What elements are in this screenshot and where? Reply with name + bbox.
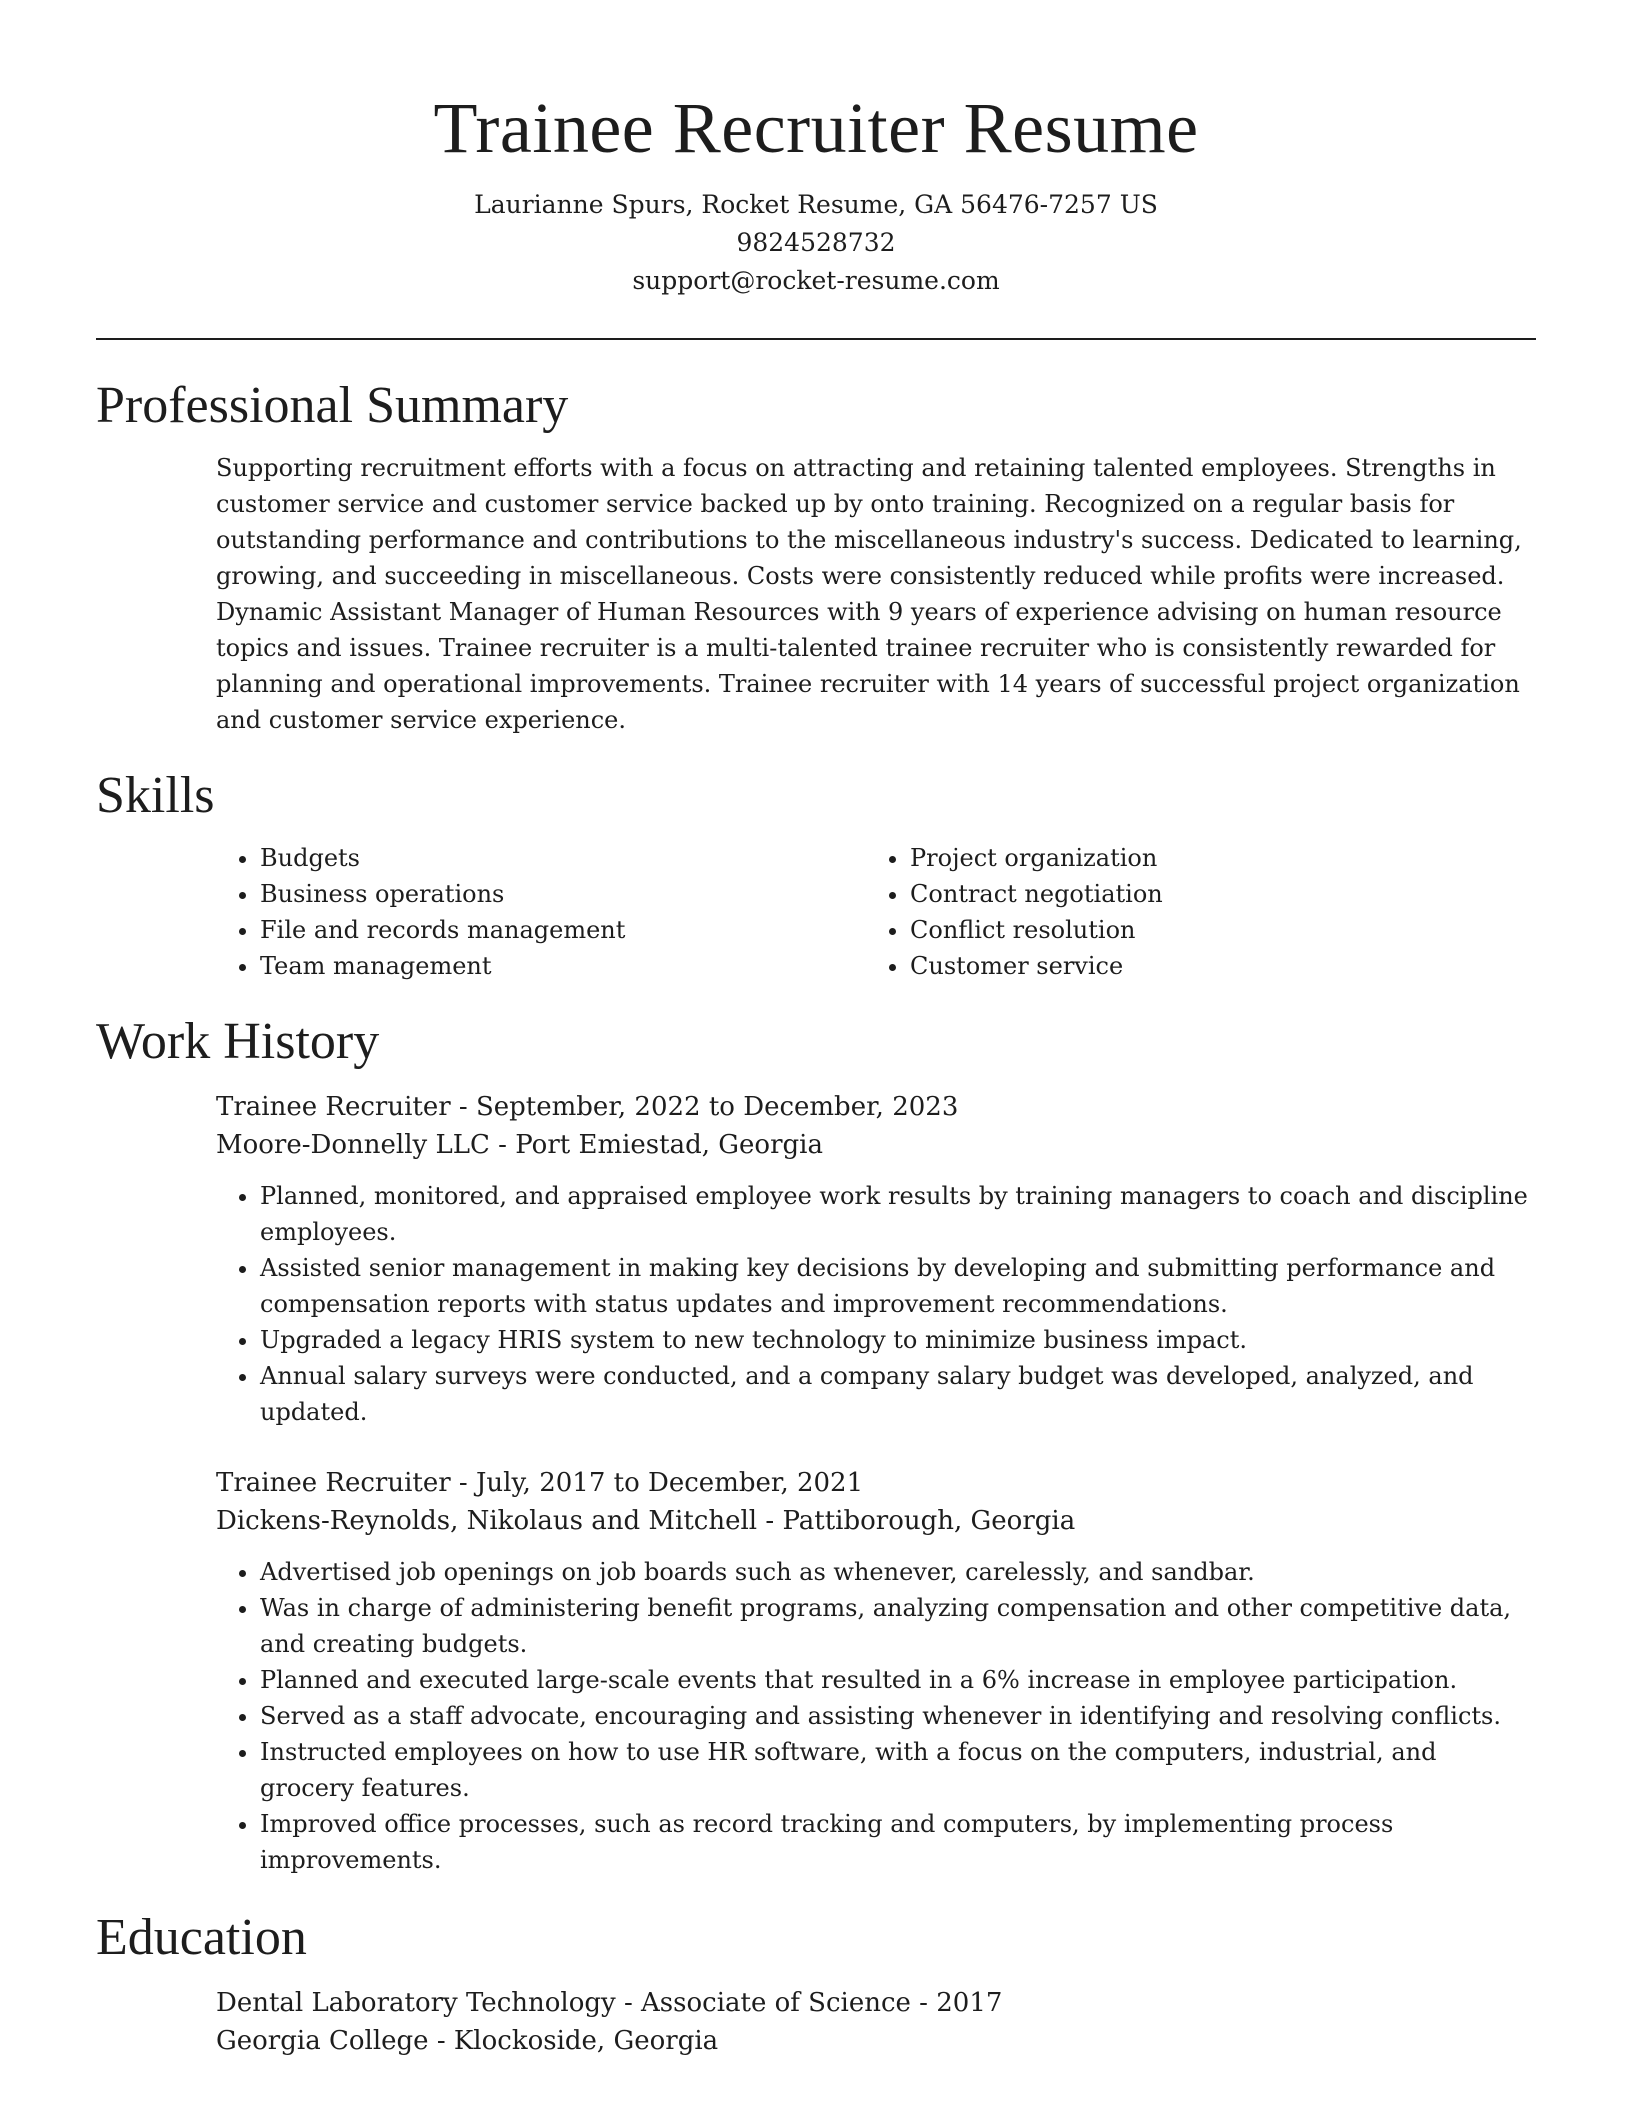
job-bullet: • Assisted senior management in making key decisions by developing and submitting performance and compensation reports with status updates and improvement recommendations.	[260, 1250, 1536, 1322]
skill-item: • Project organization	[910, 840, 1516, 876]
job-bullet: • Planned and executed large-scale events that resulted in a 6% increase in employee participation.	[260, 1662, 1536, 1698]
skill-item: • Business operations	[260, 876, 866, 912]
work-history-section	[96, 1010, 1536, 1878]
job-bullet: • Was in charge of administering benefit programs, analyzing compensation and other competitive data, and creating budgets.	[260, 1590, 1536, 1662]
job-bullet: • Advertised job openings on job boards such as whenever, carelessly, and sandbar.	[260, 1554, 1536, 1590]
skill-item: • Budgets	[260, 840, 866, 876]
job-title-dates: Trainee Recruiter - July, 2017 to December, 2021	[216, 1468, 864, 1498]
contact-address: Laurianne Spurs, Rocket Resume, GA 56476-7257 US	[474, 190, 1158, 219]
job-entry	[216, 1088, 1536, 1430]
job-bullets	[216, 1554, 1536, 1878]
contact-block	[96, 186, 1536, 300]
resume-page	[96, 0, 1536, 2060]
skills-column-right	[866, 840, 1516, 984]
skill-item: • Conflict resolution	[910, 912, 1516, 948]
job-title-dates: Trainee Recruiter - September, 2022 to December, 2023	[216, 1092, 959, 1122]
contact-email: support@rocket-resume.com	[632, 266, 1000, 295]
work-history-heading: Work History	[96, 1013, 380, 1070]
job-employer-location: Moore-Donnelly LLC - Port Emiestad, Georgia	[216, 1130, 823, 1160]
job-employer-location: Dickens-Reynolds, Nikolaus and Mitchell - Pattiborough, Georgia	[216, 1506, 1076, 1536]
resume-title: Trainee Recruiter Resume	[433, 88, 1199, 168]
job-entry	[216, 1464, 1536, 1878]
skills-section	[96, 764, 1536, 984]
skills-column-left	[216, 840, 866, 984]
education-degree: Dental Laboratory Technology - Associate of Science - 2017	[216, 1988, 1003, 2018]
job-bullet: • Instructed employees on how to use HR software, with a focus on the computers, industrial, and grocery features.	[260, 1734, 1536, 1806]
header-divider	[96, 338, 1536, 340]
skill-item: • Customer service	[910, 948, 1516, 984]
job-bullet: • Served as a staff advocate, encouraging and assisting whenever in identifying and resolving conflicts.	[260, 1698, 1536, 1734]
skill-item: • File and records management	[260, 912, 866, 948]
job-bullets	[216, 1178, 1536, 1430]
education-heading: Education	[96, 1909, 307, 1966]
skill-item: • Contract negotiation	[910, 876, 1516, 912]
skill-item: • Team management	[260, 948, 866, 984]
skills-grid	[216, 840, 1536, 984]
job-bullet: • Upgraded a legacy HRIS system to new technology to minimize business impact.	[260, 1322, 1536, 1358]
job-bullet: • Annual salary surveys were conducted, and a company salary budget was developed, analyzed, and updated.	[260, 1358, 1536, 1430]
summary-heading: Professional Summary	[96, 377, 569, 434]
education-school: Georgia College - Klockoside, Georgia	[216, 2026, 719, 2056]
summary-section	[96, 374, 1536, 738]
job-bullet: • Improved office processes, such as record tracking and computers, by implementing process improvements.	[260, 1806, 1536, 1878]
job-bullet: • Planned, monitored, and appraised employee work results by training managers to coach and discipline employees.	[260, 1178, 1536, 1250]
education-entry	[216, 1984, 1536, 2060]
summary-text: Supporting recruitment efforts with a focus on attracting and retaining talented employees. Strengths in customer service and customer service backed up by onto training. Recognized on a regular basis for outstanding performance and contributions to the miscellaneous industry's success. Dedicated to learning, growing, and succeeding in miscellaneous. Costs were consistently reduced while profits were increased. Dynamic Assistant Manager of Human Resources with 9 years of experience advising on human resource topics and issues. Trainee recruiter is a multi-talented trainee recruiter who is consistently rewarded for planning and operational improvements. Trainee recruiter with 14 years of successful project organization and customer service experience.	[216, 454, 1522, 734]
skills-heading: Skills	[96, 767, 215, 824]
education-section	[96, 1906, 1536, 2060]
contact-phone: 9824528732	[736, 228, 896, 257]
